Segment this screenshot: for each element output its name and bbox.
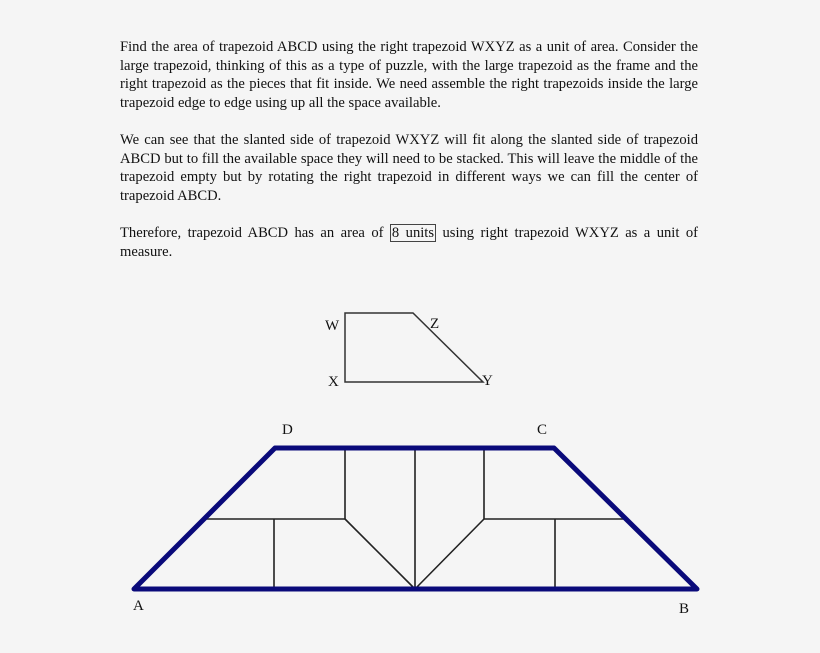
label-z: Z [430,316,440,332]
label-w: W [325,318,340,334]
trapezoid-wxyz [325,313,493,390]
wxyz-shape [345,313,483,382]
label-y: Y [482,373,493,389]
label-b: B [679,601,690,617]
answer-box: 8 units [391,224,435,241]
paragraph-intro: Find the area of trapezoid ABCD using the right trapezoid WXYZ as a unit of area. Consider the large trapezoid, thinking of this as a type of puzzle, with the large trapezoid as the frame and the right trapezoid as the pieces that fit inside. We need assemble the right trapezoids inside the large trapezoid edge to edge using up all the space available. [120,39,698,111]
label-a: A [133,598,144,614]
conclusion-text-before: Therefore, trapezoid ABCD has an area of [120,224,390,241]
paragraph-reasoning: We can see that the slanted side of trapezoid WXYZ will fit along the slanted side of trapezoid ABCD but to fill the available space they will need to be stacked. This will leave the middle of the trapezoid empty but by rotating the right trapezoid in different ways we can fill the center of trapezoid ABCD. [120,131,698,204]
conclusion-text-after: using right trapezoid WXYZ as a unit of measure. [120,224,698,260]
label-d: D [282,422,293,438]
tile-line [345,519,415,589]
tiling-lines [206,448,624,589]
tile-line [415,519,484,589]
label-x: X [328,374,339,390]
label-c: C [537,422,548,438]
